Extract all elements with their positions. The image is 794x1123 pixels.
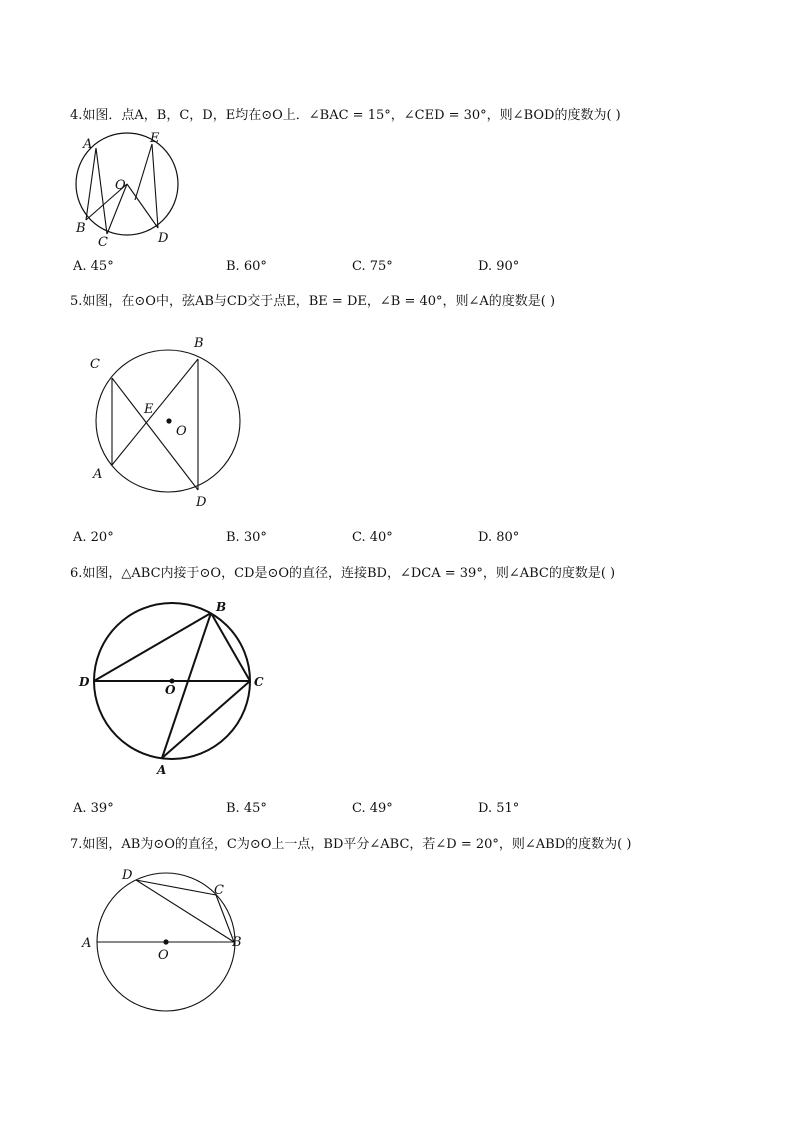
label-c: C xyxy=(214,883,224,898)
q5-option-c[interactable]: C. 40° xyxy=(352,530,393,545)
q6-option-b[interactable]: B. 45° xyxy=(226,801,267,816)
q5-option-a[interactable]: A. 20° xyxy=(73,530,114,545)
label-d: D xyxy=(158,231,169,246)
label-e: E xyxy=(144,402,154,417)
label-e: E xyxy=(150,131,160,146)
label-o: O xyxy=(165,683,176,697)
label-o: O xyxy=(158,948,169,963)
label-b: B xyxy=(232,935,242,950)
question-7-stem: 7.如图，AB为⊙O的直径，C为⊙O上一点，BD平分∠ABC，若∠D = 20°，则∠ABD的度数为( ) xyxy=(70,837,632,852)
label-c: C xyxy=(98,235,108,250)
q6-option-c[interactable]: C. 49° xyxy=(352,801,393,816)
question-6-stem: 6.如图，△ABC内接于⊙O，CD是⊙O的直径，连接BD，∠DCA = 39°，则∠ABC的度数是( ) xyxy=(70,566,616,581)
label-c: C xyxy=(90,357,100,372)
q4-option-a[interactable]: A. 45° xyxy=(73,259,114,274)
question-4-stem: 4.如图．点A，B，C，D，E均在⊙O上．∠BAC = 15°，∠CED = 30°，则∠BOD的度数为( ) xyxy=(70,108,621,123)
question-4-figure xyxy=(70,128,185,248)
label-o: O xyxy=(176,424,187,439)
label-a: A xyxy=(82,936,92,951)
q5-option-b[interactable]: B. 30° xyxy=(226,530,267,545)
label-b: B xyxy=(216,600,227,614)
label-d: D xyxy=(79,675,90,689)
label-o: O xyxy=(115,178,126,193)
label-c: C xyxy=(254,675,264,689)
q4-option-b[interactable]: B. 60° xyxy=(226,259,267,274)
label-d: D xyxy=(196,495,207,510)
q6-option-a[interactable]: A. 39° xyxy=(73,801,114,816)
label-a: A xyxy=(93,467,103,482)
label-b: B xyxy=(194,336,204,351)
question-7-figure xyxy=(78,865,253,1015)
question-6-figure xyxy=(75,595,270,780)
q6-option-d[interactable]: D. 51° xyxy=(478,801,520,816)
question-5-stem: 5.如图，在⊙O中，弦AB与CD交于点E，BE = DE，∠B = 40°，则∠A的度数是( ) xyxy=(70,294,556,309)
q4-option-c[interactable]: C. 75° xyxy=(352,259,393,274)
q5-option-d[interactable]: D. 80° xyxy=(478,530,520,545)
label-b: B xyxy=(76,221,86,236)
q4-option-d[interactable]: D. 90° xyxy=(478,259,520,274)
label-a: A xyxy=(83,137,93,152)
label-a: A xyxy=(157,763,167,777)
question-5-figure xyxy=(85,330,255,512)
label-d: D xyxy=(122,868,133,883)
